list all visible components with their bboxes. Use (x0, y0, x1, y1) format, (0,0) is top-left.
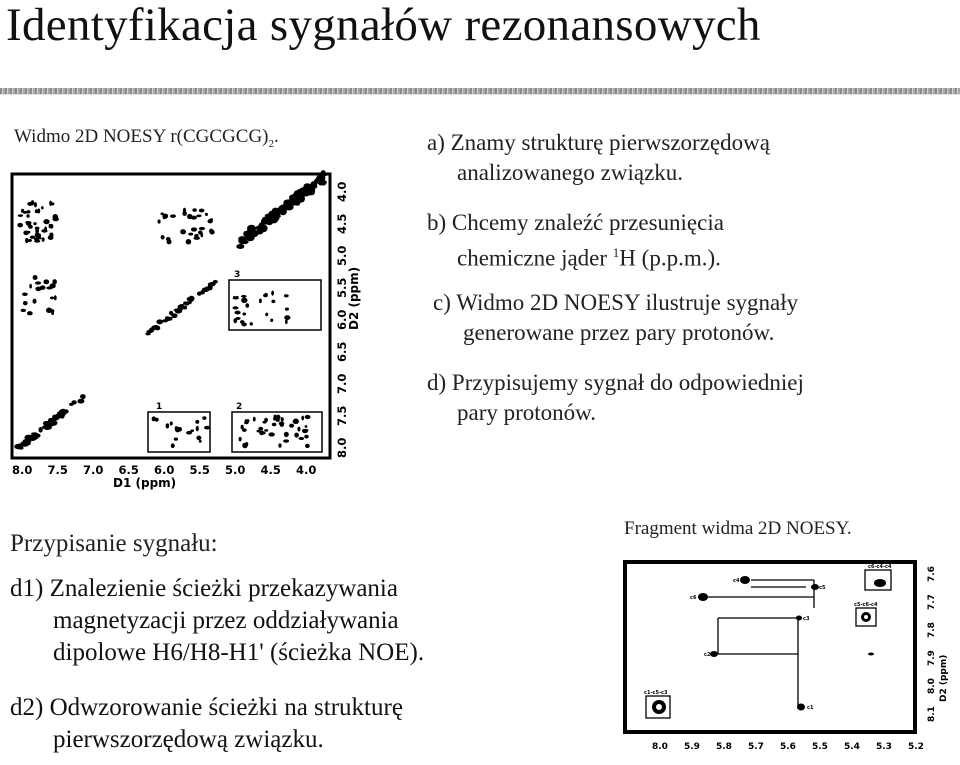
cross-peak (178, 427, 182, 431)
peak-label-c1c5c3: c1-c5-c3 (644, 690, 668, 696)
cross-peak (265, 313, 268, 317)
cross-peak (284, 315, 290, 320)
d1-tick-0: 8.0 (12, 463, 33, 477)
diag-peak (153, 326, 158, 329)
cross-peak (163, 216, 166, 219)
cross-peak (235, 317, 240, 320)
point-a (427, 128, 770, 188)
cross-peak (187, 431, 192, 434)
peak-label-c5: c5 (819, 585, 826, 591)
d1-tick-6: 5.0 (225, 463, 246, 477)
cross-peak (192, 208, 197, 212)
cross-peak (41, 229, 47, 233)
cross-peak (242, 428, 247, 432)
cross-peak (50, 297, 54, 300)
cross-peak (31, 200, 35, 205)
d2-axis (335, 182, 361, 458)
cross-peak (33, 222, 37, 225)
peak-label-c1: c1 (807, 705, 814, 711)
cross-peak (29, 284, 32, 289)
fragment-x-tick-3: 5.7 (748, 742, 764, 752)
noe-path (708, 580, 814, 708)
peak-label-c6c4c4: c6-c4-c4 (868, 564, 892, 570)
d1-tick-1: 7.5 (47, 463, 68, 477)
step-d1-line1: d1) Znalezienie ścieżki przekazywania (10, 575, 398, 602)
diag-peak (171, 313, 177, 318)
cross-peak (257, 430, 261, 433)
diag-peak (156, 319, 163, 324)
diag-peak (55, 414, 59, 420)
fragment-y-tick-labels (927, 566, 937, 722)
cross-peak (233, 306, 239, 309)
title-divider (0, 88, 960, 94)
fragment-x-tick-4: 5.6 (780, 742, 796, 752)
spectrum-caption (14, 126, 279, 150)
diag-peak (259, 224, 267, 232)
cross-peak (285, 308, 289, 311)
cross-peak (25, 238, 29, 243)
point-b-line2 (427, 238, 724, 274)
peak-label-c6: c6 (690, 595, 697, 601)
diag-peak (236, 244, 244, 249)
point-b-line1: b) Chcemy znaleźć przesunięcia (427, 210, 724, 235)
point-a-line1: a) Znamy strukturę pierwszorzędową (427, 130, 770, 155)
peak-label-c5c6c4: c5-c6-c4 (854, 602, 878, 608)
diag-peak (47, 419, 55, 424)
step-d2-line1: d2) Odwzorowanie ścieżki na strukturę (10, 694, 403, 721)
cross-peak (170, 422, 173, 426)
cross-peak (305, 444, 310, 448)
diag-peak (167, 317, 172, 321)
cross-peak (301, 416, 304, 421)
d2-tick-4: 6.0 (335, 309, 349, 330)
cross-peak (297, 427, 300, 432)
cross-peak (305, 415, 311, 419)
cross-peak (242, 443, 247, 449)
cross-peak (199, 440, 202, 443)
spectrum-caption-subscript: 2 (268, 137, 274, 150)
fragment-y-tick-2: 7.8 (927, 622, 937, 638)
diagonal-peaks (14, 170, 327, 450)
cross-peak (35, 227, 40, 230)
cross-peak (17, 223, 23, 228)
box-label-2: 2 (236, 402, 243, 412)
d2-tick-0: 8.0 (335, 437, 349, 458)
cross-peak (298, 437, 304, 440)
noesy-spectrum-full (8, 172, 361, 494)
cross-peak (51, 309, 54, 312)
peak-c3 (796, 616, 802, 621)
cross-peak (24, 303, 27, 306)
cross-peak (38, 234, 42, 238)
diag-peak (188, 297, 193, 302)
cross-peak (196, 215, 201, 218)
cross-peak (25, 221, 32, 224)
diag-peak (318, 180, 323, 185)
point-c-line1: c) Widmo 2D NOESY ilustruje sygnały (433, 290, 799, 315)
cross-peak (26, 214, 29, 218)
d2-tick-5: 5.5 (335, 277, 349, 298)
cross-peak (261, 431, 266, 434)
cross-peak (54, 295, 57, 300)
diag-peak (177, 305, 183, 309)
cross-peak (155, 418, 159, 422)
cross-peak (284, 432, 289, 437)
cross-peak (182, 211, 186, 216)
cross-peak (250, 322, 253, 325)
cross-peak (268, 432, 274, 436)
step-d1 (10, 573, 424, 669)
point-d-line2: pary protonów. (457, 400, 597, 425)
cross-peak (270, 318, 273, 322)
cross-peak (20, 309, 26, 312)
cross-peak (170, 214, 176, 217)
d2-tick-2: 7.0 (335, 373, 349, 394)
assignment-title: Przypisanie sygnału: (10, 530, 218, 557)
cross-peak (253, 417, 256, 422)
cross-peak (33, 275, 38, 280)
spectrum-caption-main: Widmo 2D NOESY r(CGCGCG) (14, 126, 269, 147)
diag-peak (300, 195, 305, 202)
cross-peak (22, 293, 28, 296)
d2-tick-1: 7.5 (335, 405, 349, 426)
cross-peak (294, 433, 299, 438)
cross-peak (239, 437, 242, 441)
step-d1-line3: dipolowe H6/H8-H1' (ścieżka NOE). (53, 639, 425, 666)
point-c-line2: generowane przez pary protonów. (463, 320, 775, 345)
d1-tick-5: 5.5 (189, 463, 210, 477)
cross-peak (264, 429, 268, 432)
cross-peak (23, 230, 29, 235)
cross-peak (272, 423, 277, 426)
cross-peak (196, 436, 201, 441)
cross-peak (174, 437, 178, 440)
fragment-y-tick-5: 8.1 (927, 706, 937, 722)
cross-peak (242, 313, 246, 316)
cross-peak (205, 213, 208, 216)
diag-peak-top (874, 579, 886, 587)
box-label-3: 3 (234, 270, 241, 280)
diag-peak (213, 280, 218, 284)
cross-peak (180, 229, 186, 234)
diag-peak-middle-hole (864, 615, 868, 619)
fragment-x-tick-5: 5.5 (812, 742, 828, 752)
d2-tick-3: 6.5 (335, 341, 349, 362)
peak-small (868, 653, 874, 656)
cross-peak (49, 201, 52, 206)
cross-peak (21, 209, 24, 213)
cross-peak (289, 424, 294, 428)
cross-peak (302, 430, 308, 434)
point-c (433, 288, 798, 348)
cross-peak (259, 299, 262, 304)
cross-peak (18, 214, 23, 217)
peak-c6-left (698, 593, 708, 601)
diag-peak (274, 216, 280, 221)
cross-peak (235, 311, 241, 315)
fragment-x-tick-labels (652, 742, 924, 752)
peak-label-c3: c3 (803, 616, 810, 622)
cross-peak (43, 279, 49, 284)
diag-peak (248, 227, 256, 234)
peak-label-c2: c2 (704, 652, 711, 658)
cross-peak (195, 420, 199, 424)
diag-peak (38, 427, 42, 433)
cross-peak (187, 214, 192, 219)
noesy-spectrum-fragment (618, 556, 958, 762)
peak-c2 (710, 651, 718, 657)
fragment-y-axis-label: D2 (ppm) (939, 654, 949, 702)
point-d (427, 368, 804, 428)
diag-peak (262, 217, 268, 222)
cross-peak (41, 206, 44, 209)
cross-peak (233, 297, 239, 300)
cross-peak (281, 417, 284, 422)
point-b (427, 208, 724, 274)
cross-peak (244, 421, 249, 424)
cross-peak (279, 422, 285, 426)
cross-peak (34, 202, 37, 207)
fragment-caption: Fragment widma 2D NOESY. (624, 518, 852, 539)
cross-peak (304, 435, 308, 439)
cross-peak (202, 416, 206, 420)
diag-peak (200, 290, 205, 294)
cross-peak (33, 299, 37, 304)
peak-c1-right (797, 704, 805, 711)
cross-peak (293, 419, 299, 425)
fragment-y-tick-3: 7.9 (927, 650, 937, 666)
cross-peak (245, 303, 249, 308)
cross-peak (188, 233, 193, 236)
fragment-x-tick-7: 5.3 (876, 742, 892, 752)
point-b-superscript: 1 (612, 245, 620, 260)
d1-tick-8: 4.0 (296, 463, 317, 477)
fragment-y-tick-4: 8.0 (927, 678, 937, 694)
peak-c4-left (740, 576, 750, 584)
diag-peak (175, 309, 182, 314)
cross-peak (50, 283, 56, 288)
diag-peak (59, 410, 66, 414)
cross-peak (30, 236, 36, 239)
cross-peak (262, 421, 266, 424)
diag-peak (238, 236, 246, 241)
cross-peak (43, 219, 49, 224)
cross-peak (48, 235, 54, 240)
slide-title: Identyfikacja sygnałów rezonansowych (6, 0, 761, 51)
peak-label-c4: c4 (733, 578, 740, 584)
step-d1-line2: magnetyzacji przez oddziaływania (53, 607, 399, 634)
cross-peak (40, 285, 46, 290)
cross-peak (210, 230, 215, 235)
d2-tick-8: 4.0 (335, 181, 349, 202)
point-b-line2-pre: chemiczne jąder (457, 245, 613, 271)
fragment-y-tick-1: 7.7 (927, 594, 937, 610)
step-d2-line2: pierwszorzędową związku. (53, 726, 324, 753)
d1-tick-3: 6.5 (118, 463, 139, 477)
cross-peak (285, 319, 288, 324)
diag-peak (34, 434, 40, 438)
diag-peak (278, 205, 285, 213)
cross-peak (161, 235, 165, 240)
fragment-y-axis (927, 566, 949, 722)
cross-peak (194, 234, 198, 238)
cross-peak (276, 415, 281, 420)
fragment-x-tick-6: 5.4 (844, 742, 860, 752)
peak-c5 (811, 584, 819, 590)
cross-peak (258, 427, 263, 431)
point-a-line2: analizowanego związku. (457, 160, 684, 185)
fragment-x-tick-2: 5.8 (716, 742, 732, 752)
diag-peak (162, 319, 168, 322)
cross-peak (191, 227, 197, 231)
step-d2 (10, 692, 403, 756)
diag-peak (289, 197, 296, 202)
cross-peak (157, 219, 160, 223)
cross-peak (166, 423, 170, 428)
cross-peak (284, 294, 289, 297)
fragment-x-tick-0: 8.0 (652, 742, 668, 752)
diag-peak (81, 395, 85, 399)
cross-peak (199, 209, 205, 213)
d1-tick-2: 7.0 (83, 463, 104, 477)
diag-peak (77, 399, 84, 404)
cross-peak (27, 311, 33, 315)
d2-axis-label: D2 (ppm) (347, 266, 361, 330)
diag-peak-bottom-hole (656, 704, 662, 710)
cross-peak (52, 217, 58, 221)
cross-peak (196, 426, 199, 432)
diag-peak (320, 173, 326, 177)
fragment-x-tick-1: 5.9 (684, 742, 700, 752)
d1-tick-labels (12, 463, 316, 477)
diag-peak (26, 438, 31, 443)
cross-peak (241, 323, 246, 327)
cross-peak (200, 233, 203, 238)
fragment-peaks (646, 570, 891, 718)
cross-peak (42, 237, 45, 241)
diag-peak (71, 400, 76, 404)
cross-peak (263, 294, 268, 297)
cross-peak (35, 281, 41, 284)
spectrum-caption-end: . (274, 126, 279, 147)
diag-peak (208, 284, 213, 288)
diag-peak (17, 443, 23, 449)
cross-peak (241, 298, 247, 303)
cross-peak (199, 227, 205, 230)
fragment-peak-labels (644, 564, 892, 711)
cross-peak (271, 290, 274, 295)
cross-peak (207, 219, 212, 223)
cross-peak (278, 443, 281, 447)
d2-tick-7: 4.5 (335, 213, 349, 234)
cross-peak (35, 209, 39, 213)
cross-peak (50, 224, 53, 229)
cross-peak (167, 239, 172, 244)
d1-tick-4: 6.0 (154, 463, 175, 477)
diag-peak (304, 183, 311, 188)
d2-tick-6: 5.0 (335, 245, 349, 266)
d1-axis-label: D1 (ppm) (113, 476, 177, 490)
point-d-line1: d) Przypisujemy sygnał do odpowiedniej (427, 370, 804, 395)
cross-peak (241, 295, 247, 298)
fragment-x-tick-8: 5.2 (908, 742, 924, 752)
cross-peak (283, 439, 289, 442)
fragment-y-tick-0: 7.6 (927, 566, 937, 582)
d1-tick-7: 4.5 (260, 463, 281, 477)
cross-peak (305, 425, 308, 428)
cross-peak (271, 300, 275, 304)
cross-peak (171, 443, 175, 448)
box-label-1: 1 (156, 402, 163, 412)
cross-peak (186, 239, 192, 245)
point-b-line2-post: H (p.p.m.). (619, 245, 721, 271)
